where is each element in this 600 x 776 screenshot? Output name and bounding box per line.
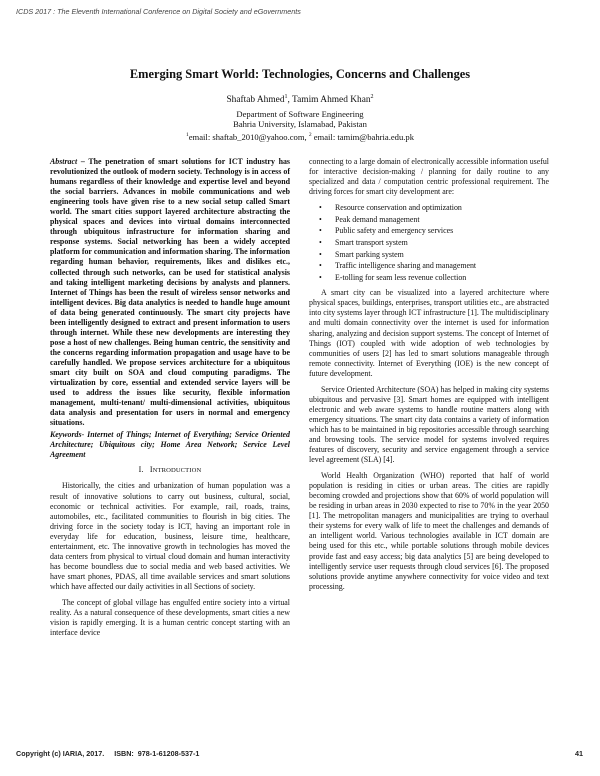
affiliation-emails	[0, 130, 600, 142]
section-title-rest: NTRODUCTION	[152, 467, 202, 475]
right-intro-paragraph: connecting to a large domain of electronically accessible information useful for interactive decision-making / planning for daily routine to any specialized and data / computation centric professional requirement. The driving forces for smart city development are:	[309, 157, 549, 197]
author-2-sup: 2	[370, 94, 374, 100]
abstract-text: – The penetration of smart solutions for ICT industry has revolutionized the outlook of modern society. Technology is in access of humans regardless of their knowledge and expertise level and beyond the social barriers. Advances in mobile communications and web engineering tools have given rise to a new social setup called Smart world. The smart cities support layered architecture abstracting the physical spaces and devices into virtual domains interconnected through ubiquitous infrastructure for information sharing and response systems. Social networking has been a widely accepted platform for communication and information sharing. The information regarding human behavior, requirements, likes and dislikes etc., collected through such networks, can be used for statistical analysis and taking intelligent marketing decisions by analysts and planners. Internet of Things has been the result of wireless sensor networks and intelligent devices. Big data analytics is needed to handle huge amount of data being generated continuously. The smart city projects have been intelligently designed to extract and present information to users through internet. While these new developments are interesting they pose a host of new challenges. Being human centric, the sensitivity and the concerns regarding information propagation and usage have to be carefully handled. We propose services architecture for a ubiquitous smart city built on SOA and cloud computing paradigms. The virtualization by core, essential and extended service layers will be used to address the issues like security, flexible information management, multi-tenant/ multi-dimensional activities, ubiquitous data analysis and presentation for users in normal and emergency situations.	[50, 157, 290, 428]
list-item: • Public safety and emergency services	[335, 225, 549, 237]
intro-paragraph-1: Historically, the cities and urbanization of human population was a result of innovative solutions to carry out business, cultural, social, economic or technical activities. For example, rail, roads, trains, automobiles, etc., facilitated communities to flourish in big cities. The driving force in the society today is ICT, having an important role in everyday life for education, business, leisure time, healthcare, entertainment, etc. The innovative growth in technologies has moved the data centers from physical to virtual cloud domain and human interactivity has become boundless due to social media and web based activities. We have smart phones, PDAS, all time available services and smart solutions which have affected our daily activities in all Sections of society.	[50, 481, 290, 591]
footer-copyright: Copyright (c) IARIA, 2017. ISBN: 978-1-61208-537-1	[16, 749, 200, 758]
email-1: email: shaftab_2010@yahoo.com,	[188, 131, 309, 142]
author-1: Shaftab Ahmed	[226, 95, 285, 106]
paragraph-soa: Service Oriented Architecture (SOA) has helped in making city systems ubiquitous and pervasive [3]. Smart homes are equipped with intelligent electronic and web aware systems to handle routine matters along with emergency situations. The smart city data contains a variety of information which has to be maintained in big repositories accessible through searching and browsing tools. The service model for systems involved requires features of discovery, security and service engagement through a service level agreement (SLA) [4].	[309, 384, 549, 465]
intro-paragraph-2: The concept of global village has engulfed entire society into a virtual reality. As a natural consequence of these developments, smart cities a new vision is rapidly emerging. It is a human centric concept starting with an interface device	[50, 597, 290, 638]
list-item: • Traffic intelligence sharing and management	[335, 260, 549, 272]
email-1-sup: 1	[185, 132, 189, 138]
right-column	[309, 157, 549, 592]
author-1-sup: 1	[284, 94, 288, 100]
email-2-sup: 2	[308, 132, 312, 138]
affiliation-dept: Department of Software Engineering	[236, 109, 364, 119]
list-item: • E-tolling for seam less revenue collection	[335, 272, 549, 284]
paragraph-smart-city-architecture: A smart city can be visualized into a layered architecture where physical spaces, buildings, enterprises, transport utilities etc., are abstracted into city systems layer through ICT infrastructure [1]. The multidisciplinary and multi domain connectivity over the internet is used for information sharing, analyzing and decision support systems. The concept of Internet of Things (IOT) coupled with wide adoption of web technologies by communities of users [2] has led to smart solutions manageable through remote connectivity. Internet of Everything (IOE) is the new concept of future development.	[309, 288, 549, 378]
paragraph-who: World Health Organization (WHO) reported that half of world population is residing in cities or urban areas. The cities are rapidly becoming crowded and projections show that 60% of world population will be residing in urban areas in 2030 expected to rise to 70% in the year 2050 [1]. The metropolitan managers and municipalities are trying to overhaul their systems for every walk of life to meet the challenges and demands of an intelligent world. Various technologies available in ICT domain are being used for this etc., while portable solutions through mobile devices provide fast and easy access; big data analytics [5] are being developed to intelligently service user requests through cloud services [6]. The proposed solutions provide anytime anywhere connectivity for voice video and text processing.	[309, 471, 549, 591]
author-separator: ,	[287, 95, 293, 106]
section-heading	[50, 465, 290, 476]
abstract	[50, 157, 290, 428]
keywords: Keywords- Internet of Things; Internet of Everything; Service Oriented Architecture; Ubiquitous city; Home Area Network; Service Level Agreement	[50, 430, 290, 460]
conference-header: ICDS 2017 : The Eleventh International Conference on Digital Society and eGovernments	[16, 7, 301, 16]
author-2: Tamim Ahmed Khan	[292, 95, 371, 106]
paper-title: Emerging Smart World: Technologies, Concerns and Challenges	[129, 67, 471, 81]
list-item: • Smart parking system	[335, 249, 549, 261]
driving-forces-list	[309, 202, 549, 283]
abstract-label: Abstract	[50, 157, 78, 166]
affiliation-univ: Bahria University, Islamabad, Pakistan	[233, 119, 367, 129]
list-item: • Peak demand management	[335, 214, 549, 226]
section-number: I.	[138, 465, 144, 475]
left-column	[50, 157, 290, 638]
page-number: 41	[575, 749, 583, 758]
list-item: • Smart transport system	[335, 237, 549, 249]
authors	[0, 94, 600, 105]
email-2: email: tamim@bahria.edu.pk	[311, 131, 414, 142]
list-item: • Resource conservation and optimization	[335, 202, 549, 214]
section-title-first: I	[149, 465, 153, 475]
